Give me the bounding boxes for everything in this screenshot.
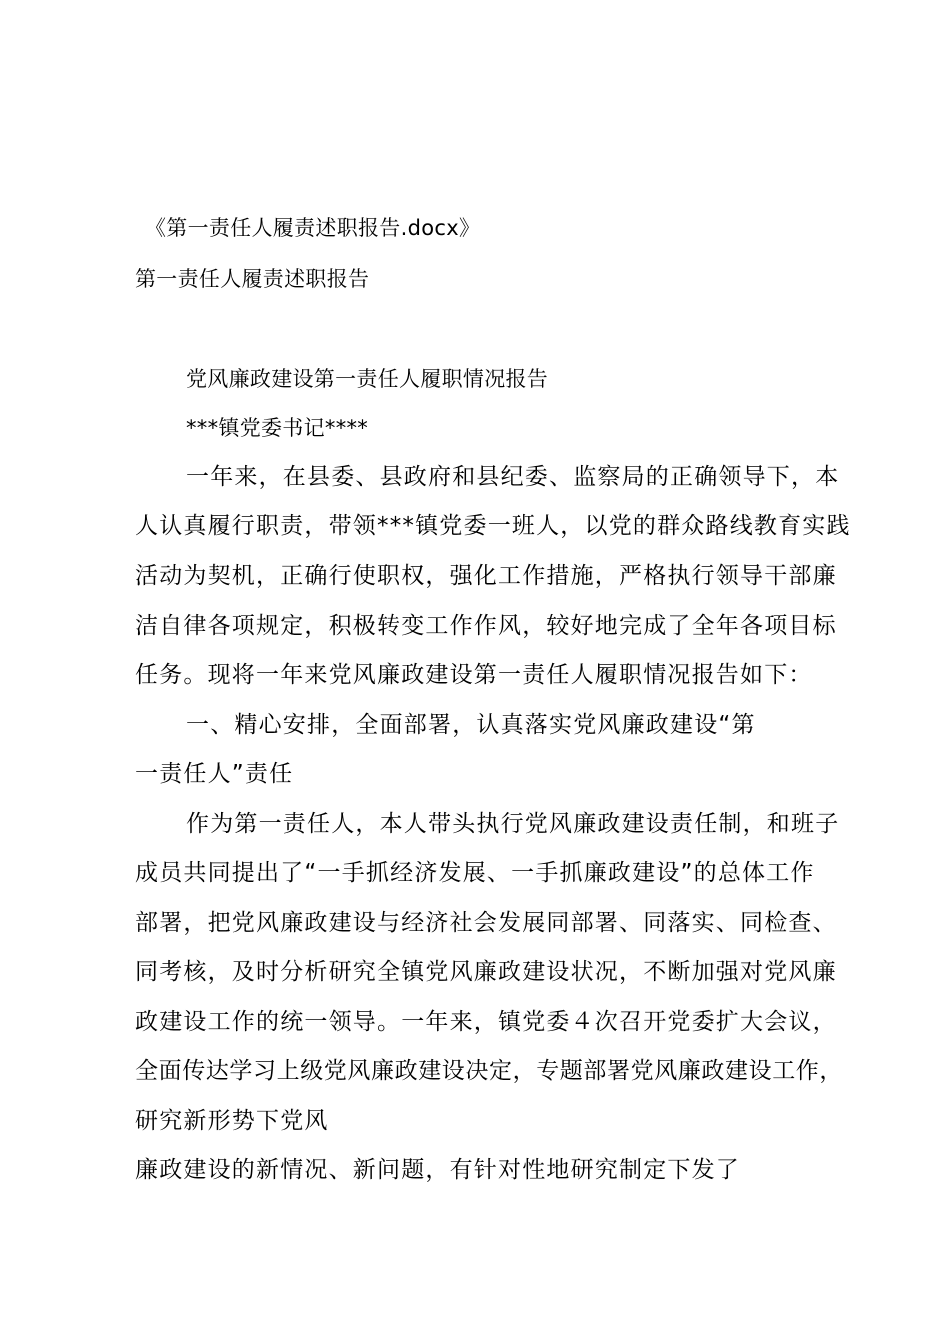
body-line: 全面传达学习上级党风廉政建设决定，专题部署党风廉政建设工作， <box>135 1058 843 1084</box>
body-line: 廉政建设的新情况、新问题，有针对性地研究制定下发了 <box>135 1157 740 1183</box>
body-line: 洁自律各项规定，积极转变工作作风，较好地完成了全年各项目标 <box>135 613 837 639</box>
body-line: 人认真履行职责，带领***镇党委一班人，以党的群众路线教育实践 <box>135 513 851 539</box>
body-line: 政建设工作的统一领导。一年来，镇党委４次召开党委扩大会议， <box>135 1009 837 1035</box>
document-title: 第一责任人履责述职报告 <box>135 267 370 291</box>
report-title: 党风廉政建设第一责任人履职情况报告 <box>186 367 549 391</box>
body-line: 同考核，及时分析研究全镇党风廉政建设状况，不断加强对党风廉 <box>135 959 837 985</box>
report-author: ***镇党委书记**** <box>186 416 369 440</box>
body-line: 研究新形势下党风 <box>135 1108 329 1134</box>
body-line: 任务。现将一年来党风廉政建设第一责任人履职情况报告如下： <box>135 662 813 688</box>
body-line: 一年来，在县委、县政府和县纪委、监察局的正确领导下，本 <box>186 464 840 490</box>
body-line: 作为第一责任人，本人带头执行党风廉政建设责任制，和班子 <box>186 811 840 837</box>
section-heading-line: 一责任人”责任 <box>135 761 294 787</box>
body-line: 部署，把党风廉政建设与经济社会发展同部署、同落实、同检查、 <box>135 910 837 936</box>
body-line: 成员共同提出了“一手抓经济发展、一手抓廉政建设”的总体工作 <box>135 860 815 886</box>
section-heading-line: 一、精心安排，全面部署，认真落实党风廉政建设“第 <box>186 712 756 738</box>
body-line: 活动为契机，正确行使职权，强化工作措施，严格执行领导干部廉 <box>135 563 837 589</box>
file-title: 《第一责任人履责述职报告.docx》 <box>145 216 481 240</box>
